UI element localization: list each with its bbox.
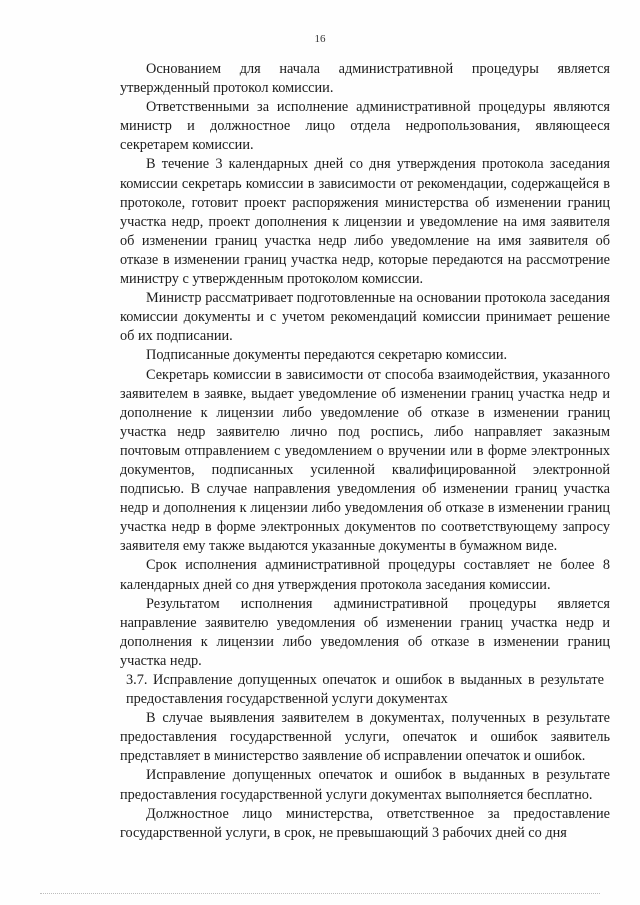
paragraph-free-correction: Исправление допущенных опечаток и ошибок в выданных в результате предоставления государственной услуги документах выполняется бесплатно.: [120, 767, 610, 803]
paragraph-signed-docs: Подписанные документы передаются секретарю комиссии.: [146, 347, 508, 364]
paragraph-preparation: В течение 3 календарных дней со дня утверждения протокола заседания комиссии секретарь комиссии в зависимости от рекомендации, содержащейся в протоколе, готовит проект распоряжения министерства об изменении границ участка недр, проект дополнения к лицензии и уведомление на имя заявителя об изменении границ участка недр либо уведомление на имя заявителя об отказе в изменении границ участка недр, которые передаются на рассмотрение министру с утвержденным протоколом комиссии.: [120, 156, 610, 288]
footer-rule: [40, 893, 600, 894]
paragraph-basis: Основанием для начала административной процедуры является утвержденный протокол комиссии.: [120, 61, 610, 97]
paragraph-delivery: Секретарь комиссии в зависимости от способа взаимодействия, указанного заявителем в заявке, выдает уведомление об изменении границ участка недр и дополнение к лицензии либо уведомление об отказе в изменении границ участка недр заявителю лично под роспись, либо направляет заказным почтовым отправлением с уведомлением о вручении или в форме электронных документов, подписанных усиленной квалифицированной электронной подписью. В случае направления уведомления об изменении границ участка недр и дополнения к лицензии либо уведомления об отказе в изменении границ участка недр в форме электронных документов по соответствующему запросу заявителя ему также выдаются указанные документы в бумажном виде.: [120, 366, 610, 555]
paragraph-official-deadline: Должностное лицо министерства, ответственное за предоставление государственной услуги, в срок, не превышающий 3 рабочих дней со дня: [120, 805, 610, 841]
page-number: 16: [314, 33, 326, 45]
paragraph-error-detection: В случае выявления заявителем в документах, полученных в результате предоставления государственной услуги, опечаток и ошибок заявитель представляет в министерство заявление об исправлении опечаток и ошибок.: [120, 710, 610, 765]
paragraph-minister-review: Министр рассматривает подготовленные на основании протокола заседания комиссии документы и с учетом рекомендаций комиссии принимает решение об их подписании.: [120, 290, 610, 345]
paragraph-responsible: Ответственными за исполнение административной процедуры являются министр и должностное лицо отдела недропользования, являющееся секретарем комиссии.: [120, 99, 610, 154]
document-body: [120, 60, 610, 843]
paragraph-deadline: Срок исполнения административной процедуры составляет не более 8 календарных дней со дня утверждения протокола заседания комиссии.: [120, 557, 610, 593]
section-heading: 3.7. Исправление допущенных опечаток и ошибок в выданных в результате предоставления государственной услуги документах: [126, 672, 604, 708]
paragraph-result: Результатом исполнения административной процедуры является направление заявителю уведомления об изменении границ участка недр и дополнения к лицензии либо уведомления об отказе в изменении границ участка недр.: [120, 595, 610, 669]
